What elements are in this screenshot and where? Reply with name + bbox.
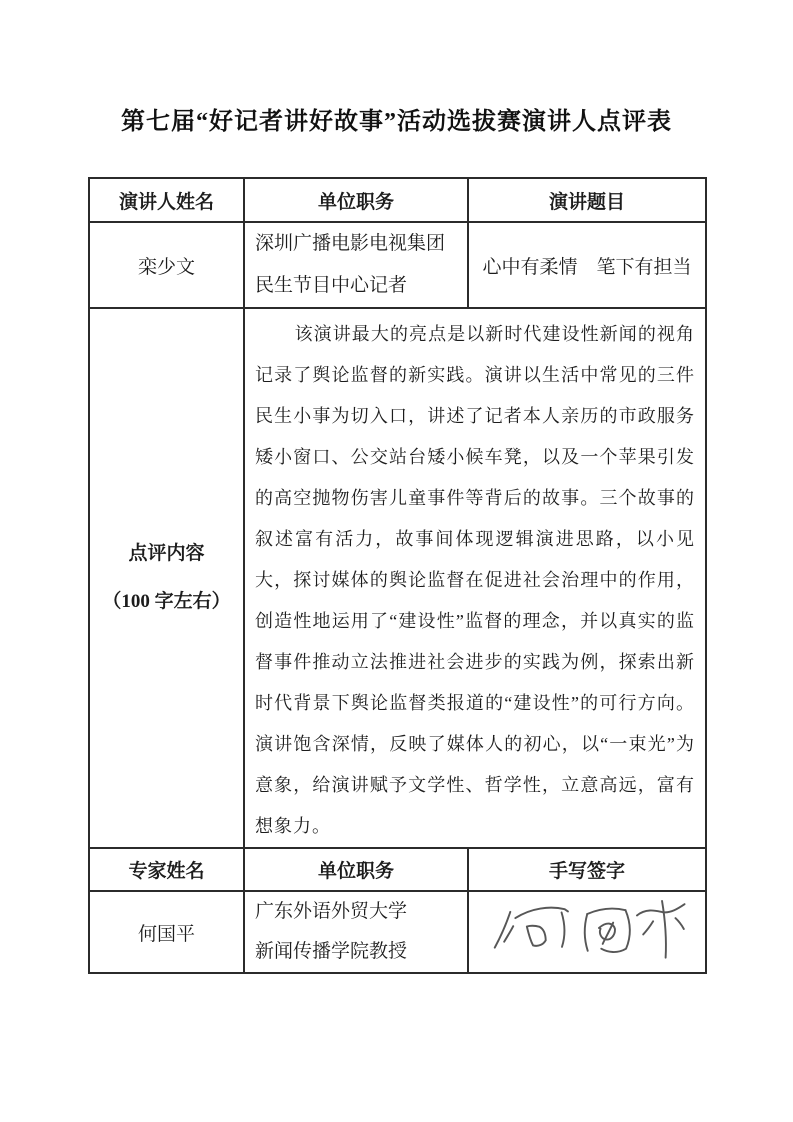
signature-strokes bbox=[486, 893, 688, 968]
signature-cell bbox=[468, 891, 706, 973]
header-speech-topic: 演讲题目 bbox=[468, 178, 706, 222]
comment-row bbox=[89, 308, 706, 848]
handwritten-signature bbox=[486, 893, 688, 968]
header-expert-unit: 单位职务 bbox=[244, 848, 468, 891]
comment-label-cell bbox=[89, 308, 244, 848]
comment-label-line1: 点评内容 bbox=[128, 543, 205, 564]
table-header-row-speaker bbox=[89, 178, 706, 222]
comment-paragraph: 该演讲最大的亮点是以新时代建设性新闻的视角记录了舆论监督的新实践。演讲以生活中常见的三件民生小事为切入口，讲述了记者本人亲历的市政服务矮小窗口、公交站台矮小候车凳，以及一个苹果引发的高空抛物伤害儿童事件等背后的故事。三个故事的叙述富有活力，故事间体现逻辑演进思路，以小见大，探讨媒体的舆论监督在促进社会治理中的作用，创造性地运用了“建设性”监督的理念，并以真实的监督事件推动立法推进社会进步的实践为例，探索出新时代背景下舆论监督类报道的“建设性”的可行方向。演讲饱含深情，反映了媒体人的初心，以“一束光”为意象，给演讲赋予文学性、哲学性，立意高远，富有想象力。 bbox=[255, 324, 695, 836]
speaker-row bbox=[89, 222, 706, 308]
header-expert-name: 专家姓名 bbox=[89, 848, 244, 891]
document-title: 第七届“好记者讲好故事”活动选拔赛演讲人点评表 bbox=[121, 109, 672, 135]
review-table bbox=[88, 177, 707, 974]
header-speaker-unit: 单位职务 bbox=[244, 178, 468, 222]
header-handwritten-signature: 手写签字 bbox=[468, 848, 706, 891]
header-speaker-name: 演讲人姓名 bbox=[89, 178, 244, 222]
expert-row bbox=[89, 891, 706, 973]
speaker-unit-cell bbox=[244, 222, 468, 308]
table-header-row-expert bbox=[89, 848, 706, 891]
expert-unit-line1: 广东外语外贸大学 bbox=[255, 901, 408, 922]
speaker-unit-line2: 民生节目中心记者 bbox=[255, 275, 408, 296]
comment-text-cell bbox=[244, 308, 706, 848]
expert-unit-line2: 新闻传播学院教授 bbox=[255, 941, 408, 962]
expert-unit-cell bbox=[244, 891, 468, 973]
expert-name-cell: 何国平 bbox=[89, 891, 244, 973]
speaker-name-cell: 栾少文 bbox=[89, 222, 244, 308]
speech-topic-cell: 心中有柔情 笔下有担当 bbox=[468, 222, 706, 308]
comment-label-line2: （100 字左右） bbox=[102, 591, 231, 612]
speaker-unit-line1: 深圳广播电影电视集团 bbox=[255, 233, 446, 254]
